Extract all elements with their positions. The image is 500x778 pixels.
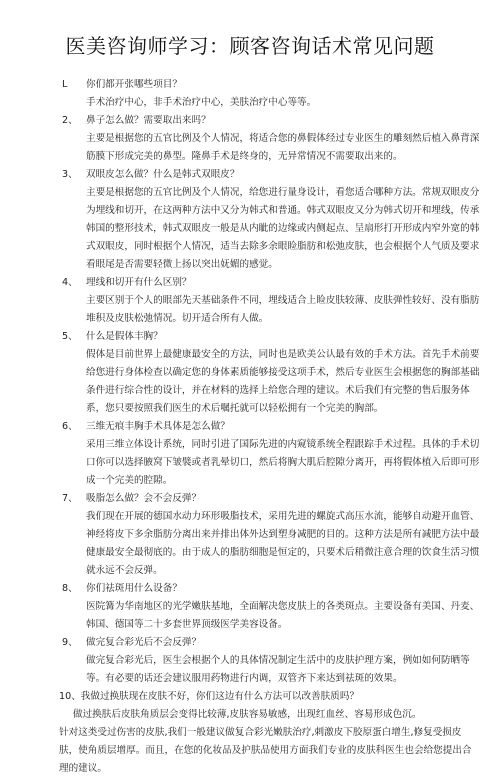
question-number: 7、 (62, 493, 78, 504)
question-text: 什么是假体丰胸？ (86, 331, 163, 342)
answer-text: 做完复合彩光后，医生会根据个人的具体情况制定生活中的皮肤护理方案，例如如何防晒等等。有必要的话还会建议服用药物进行内调，双管齐下来达到祛斑的效果。 (86, 655, 470, 684)
faq-item-4 (62, 274, 480, 328)
question-text: 三维无痕丰胸手术具体是怎么做？ (86, 421, 230, 432)
question-text: 吸脂怎么做？会不会反弹？ (86, 493, 202, 504)
faq-item-6 (62, 418, 480, 490)
answer-text: 主要区别于个人的眼部先天基础条件不同，埋线适合上睑皮肤较薄、皮肤弹性较好、没有脂肪堆积及皮肤松弛情况。切开适合所有人做。 (86, 295, 480, 324)
question-number: 9、 (62, 637, 78, 648)
faq-list (59, 76, 480, 778)
question-text: 埋线和切开有什么区别？ (86, 277, 192, 288)
answer-text: 主要是根据您的五官比例及个人情况，给您进行量身设计，看您适合哪种方法。常规双眼皮分为埋线和切开，在这两种方法中又分为韩式和普通。韩式双眼皮又分为韩式切开和埋线，传承韩国的整形技术，韩式双眼皮一般是从内眦的边缘或内侧起点、呈扇形打开形成内窄外宽的韩式双眼皮，同时根据个人情况，适当去除多余眼睑脂肪和松弛皮肤，也会根据个人气质及要求看眼尾是否需要轻微上扬以突出妩媚的感觉。 (86, 187, 480, 270)
answer-text: 手术治疗中心，非手术治疗中心，美肤治疗中心等等。 (86, 97, 317, 108)
question-number: 8、 (62, 583, 78, 594)
answer-text: 医院篝为华南地区的光学嫩肤基地，全面解决您皮肤上的各类斑点。主要设备有美国、丹麦、韩国、德国等二十多套世界顶级医学美容设备。 (86, 601, 480, 630)
question-text: 做完复合彩光后不会反弹？ (86, 637, 202, 648)
faq-item-1 (62, 76, 480, 112)
question-text: 你们都开张哪些项目？ (86, 79, 182, 90)
faq-item-10 (59, 688, 480, 778)
answer-text: 采用三维立体设计系统，同时引进了国际先进的内窥镜系统全程跟踪手术过程。具体的手术切口你可以选择腋窝下皱襞或者乳晕切口，然后将胸大肌后腔隙分离开，再将假体植入后即可形成一个完美的腔隙。 (86, 439, 480, 486)
faq-item-2 (62, 112, 480, 166)
question-number: 4、 (62, 277, 78, 288)
question-number: 5、 (62, 331, 78, 342)
faq-item-9 (62, 634, 480, 688)
answer-text: 做过换肤后皮肤角质层会变得比较薄,皮肤容易敏感，出现红血丝、容易形成色沉。 (73, 709, 422, 720)
question-number: 2、 (62, 115, 78, 126)
question-number: 6、 (62, 421, 78, 432)
answer-text: 我们现在开展的德国水动力环形吸脂技术，采用先进的螺旋式高压水流，能够自动避开血管、神经将皮下多余脂肪分离出来并排出体外达到塑身减肥的目的。这种方法是所有减肥方法中最健康最安全最彻底的。由于成人的脂肪细胞是恒定的，只要术后稍微注意合理的饮食生活习惯就永远不会反弹。 (86, 511, 480, 576)
question-text: 你们祛斑用什么设备？ (86, 583, 182, 594)
answer-text-continued: 针对这类受过伤害的皮肤,我们一般建议做复合彩光嫩肤治疗,刺激皮下胶原蛋白增生,修复受损皮肤，使角质层增厚。而且，在您的化妆品及护肤品使用方面我们专业的皮肤科医生也会给您提出合理的建议。 (59, 727, 472, 774)
answer-text: 假体是目前世界上最健康最安全的方法，同时也是欧美公认最有效的手术方法。首先手术前要给您进行身体检查以确定您的身体素质能够接受这项手术，然后专业医生会根据您的胸部基础条件进行综合性的设计，并在材料的选择上给您合理的建议。术后我们有完整的售后服务体系，您只要按照我们医生的术后嘱托就可以轻松拥有一个完美的胸部。 (86, 349, 480, 414)
answer-text: 主要是根据您的五官比例及个人情况，将适合您的鼻假体经过专业医生的雕刻然后植入鼻背深筋膜下形成完美的鼻型。隆鼻手术是终身的，无异常情况不需要取出来的。 (86, 133, 480, 162)
faq-item-7 (62, 490, 480, 580)
question-text: 鼻子怎么做？需要取出来吗？ (86, 115, 211, 126)
faq-item-8 (62, 580, 480, 634)
document-title: 医美咨询师学习：顾客咨询话术常见问题 (65, 34, 435, 58)
faq-item-3 (62, 166, 480, 274)
question-number: 3、 (62, 169, 78, 180)
faq-item-5 (62, 328, 480, 418)
question-text: 10、我做过换肤现在皮肤不好，你们这边有什么方法可以改善肤质吗？ (59, 691, 360, 702)
question-text: 双眼皮怎么做？什么是韩式双眼皮？ (86, 169, 240, 180)
question-number: L (62, 79, 68, 90)
